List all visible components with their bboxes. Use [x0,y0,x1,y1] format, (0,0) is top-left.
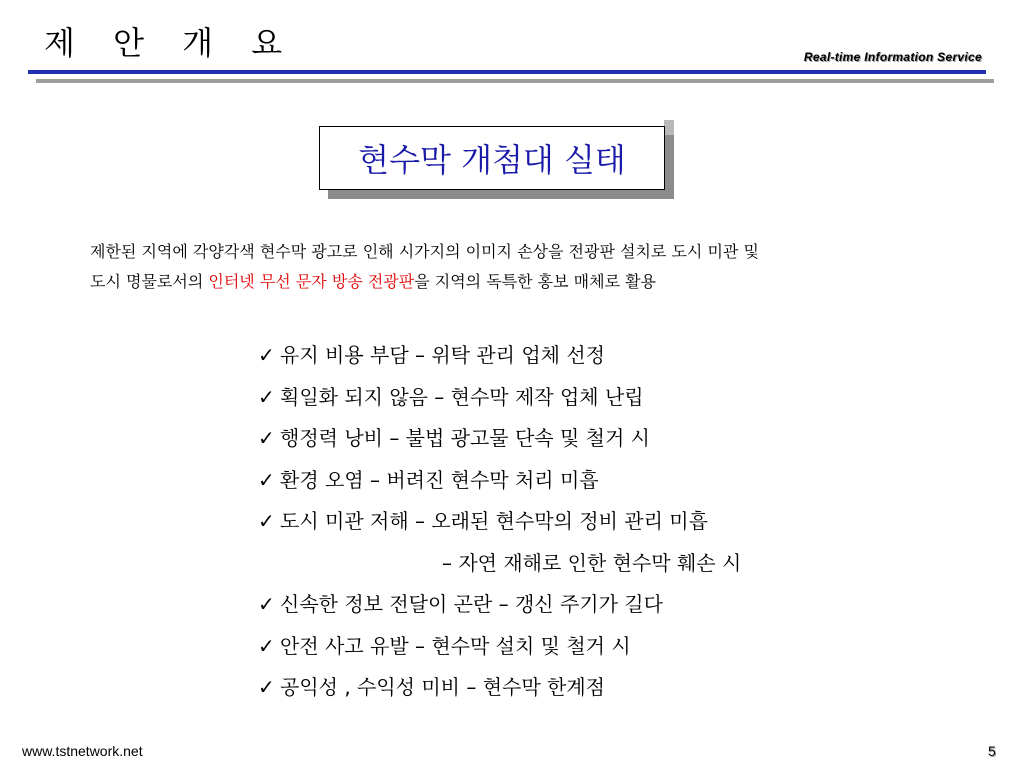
list-item [258,418,741,460]
list-item [258,667,741,709]
footer-url: www.tstnetwork.net [22,743,143,759]
list-item-text: 환경 오염 – 버려진 현수막 처리 미흡 [280,467,599,492]
checkmark-icon: ✓ [258,384,275,409]
page-number: 5 [988,743,996,759]
list-item [258,335,741,377]
list-sub-item: – 자연 재해로 인한 현수막 훼손 시 [442,550,742,575]
section-title-box [319,126,665,190]
checkmark-icon: ✓ [258,592,275,616]
tagline: Real-time Information Service [803,50,982,64]
list-item-text: 공익성 , 수익성 미비 – 현수막 한계점 [280,675,605,699]
list-item [258,377,741,419]
checkmark-icon: ✓ [258,675,275,699]
checkmark-icon: ✓ [258,426,275,450]
checkmark-icon: ✓ [258,467,275,492]
checkmark-icon: ✓ [258,633,275,658]
list-item [258,584,741,626]
page-title: 제 안 개 요 [44,24,297,62]
intro-line-2 [90,267,970,297]
checkmark-icon: ✓ [258,343,275,367]
list-item [258,460,741,502]
list-item-text: 유지 비용 부담 – 위탁 관리 업체 선정 [280,343,605,367]
intro-line-1: 제한된 지역에 각양각색 현수막 광고로 인해 시가지의 이미지 손상을 전광판 설치로 도시 미관 및 [90,242,759,261]
header-divider-gray [36,79,994,83]
list-item-text: 행정력 낭비 – 불법 광고물 단속 및 철거 시 [280,426,650,450]
intro-line-2-suffix: 을 지역의 독특한 홍보 매체로 활용 [414,272,657,291]
list-item-text: 획일화 되지 않음 – 현수막 제작 업체 난립 [280,384,644,409]
header-divider-blue [28,70,986,74]
checkmark-icon: ✓ [258,509,275,533]
issue-checklist [258,335,741,709]
intro-highlight: 인터넷 무선 문자 방송 전광판 [208,272,415,291]
intro-paragraph [90,237,970,297]
list-item-text: 신속한 정보 전달이 곤란 – 갱신 주기가 길다 [280,592,663,616]
list-item-text: 도시 미관 저해 – 오래된 현수막의 정비 관리 미흡 [280,509,708,533]
section-title: 현수막 개첨대 실태 [358,141,626,179]
intro-line-2-prefix: 도시 명물로서의 [90,272,209,291]
list-item [258,501,741,543]
list-item-text: 안전 사고 유발 – 현수막 설치 및 철거 시 [280,633,631,658]
list-item [258,626,741,668]
